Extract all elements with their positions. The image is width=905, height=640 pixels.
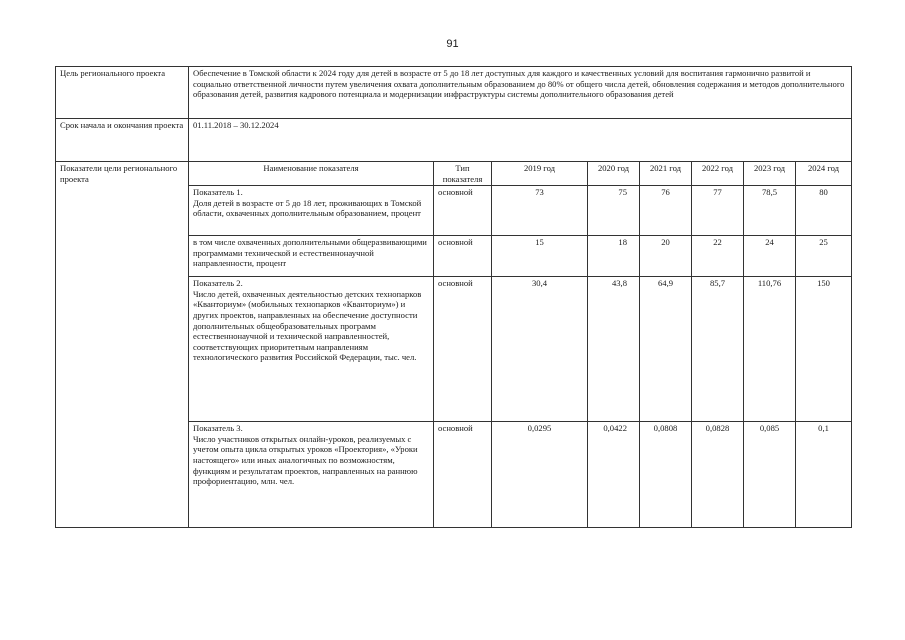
value-2021: 0,0808 [640, 422, 692, 528]
value-2019: 15 [492, 236, 588, 277]
value-2022: 0,0828 [692, 422, 744, 528]
value-2021: 20 [640, 236, 692, 277]
indicator-name: Показатель 1. Доля детей в возрасте от 5 до 18 лет, проживающих в Томской области, охваченных дополнительным образованием, процент [189, 186, 434, 236]
value-2019: 73 [492, 186, 588, 236]
header-2021: 2021 год [640, 162, 692, 186]
header-2020: 2020 год [588, 162, 640, 186]
value-2020: 18 [588, 236, 640, 277]
value-2020: 75 [588, 186, 640, 236]
period-row [56, 119, 852, 162]
page-number: 91 [446, 38, 459, 50]
indicator-name: в том числе охваченных дополнительными общеразвивающими программами технической и естественнонаучной направленности, процент [189, 236, 434, 277]
value-2021: 64,9 [640, 277, 692, 422]
indicator-type: основной [434, 277, 492, 422]
indicator-type: основной [434, 422, 492, 528]
goal-label: Цель регионального проекта [56, 67, 189, 119]
value-2024: 0,1 [796, 422, 852, 528]
goal-text: Обеспечение в Томской области к 2024 году для детей в возрасте от 5 до 18 лет доступных для каждого и качественных условий для воспитания гармонично развитой и социально ответственной личности путем увеличения охвата дополнительным образованием до 80% от общего числа детей, обновления содержания и методов дополнительного образования детей, развития кадрового потенциала и модернизации инфраструктуры системы дополнительного образования детей [189, 67, 852, 119]
value-2024: 25 [796, 236, 852, 277]
value-2019: 0,0295 [492, 422, 588, 528]
indicator-type: основной [434, 186, 492, 236]
value-2019: 30,4 [492, 277, 588, 422]
header-2022: 2022 год [692, 162, 744, 186]
header-name: Наименование показателя [189, 162, 434, 186]
header-2019: 2019 год [492, 162, 588, 186]
indicator-name: Показатель 2. Число детей, охваченных деятельностью детских технопарков «Кванториум» (мобильных технопарков «Кванториум») и других проектов, направленных на обеспечение доступности дополнительных общеобразовательных программ естественнонаучной и технической направленностей, соответствующих приоритетным направлениям технологического развития Российской Федерации, тыс. чел. [189, 277, 434, 422]
period-text: 01.11.2018 – 30.12.2024 [189, 119, 852, 162]
value-2023: 0,085 [744, 422, 796, 528]
value-2022: 85,7 [692, 277, 744, 422]
goal-row [56, 67, 852, 119]
indicator-type: основной [434, 236, 492, 277]
value-2023: 110,76 [744, 277, 796, 422]
value-2024: 150 [796, 277, 852, 422]
value-2020: 0,0422 [588, 422, 640, 528]
project-table [55, 66, 852, 528]
value-2021: 76 [640, 186, 692, 236]
indicators-header-row [56, 162, 852, 186]
indicator-name: Показатель 3. Число участников открытых онлайн-уроков, реализуемых с учетом опыта цикла открытых уроков «Проектория», «Уроки настоящего» или иных аналогичных по возможностям, функциям и результатам проектов, направленных на раннюю профориентацию, млн. чел. [189, 422, 434, 528]
value-2023: 78,5 [744, 186, 796, 236]
value-2020: 43,8 [588, 277, 640, 422]
header-2023: 2023 год [744, 162, 796, 186]
value-2022: 77 [692, 186, 744, 236]
value-2022: 22 [692, 236, 744, 277]
period-label: Срок начала и окончания проекта [56, 119, 189, 162]
value-2024: 80 [796, 186, 852, 236]
value-2023: 24 [744, 236, 796, 277]
indicators-label: Показатели цели регионального проекта [56, 162, 189, 528]
header-type: Тип показателя [434, 162, 492, 186]
header-2024: 2024 год [796, 162, 852, 186]
